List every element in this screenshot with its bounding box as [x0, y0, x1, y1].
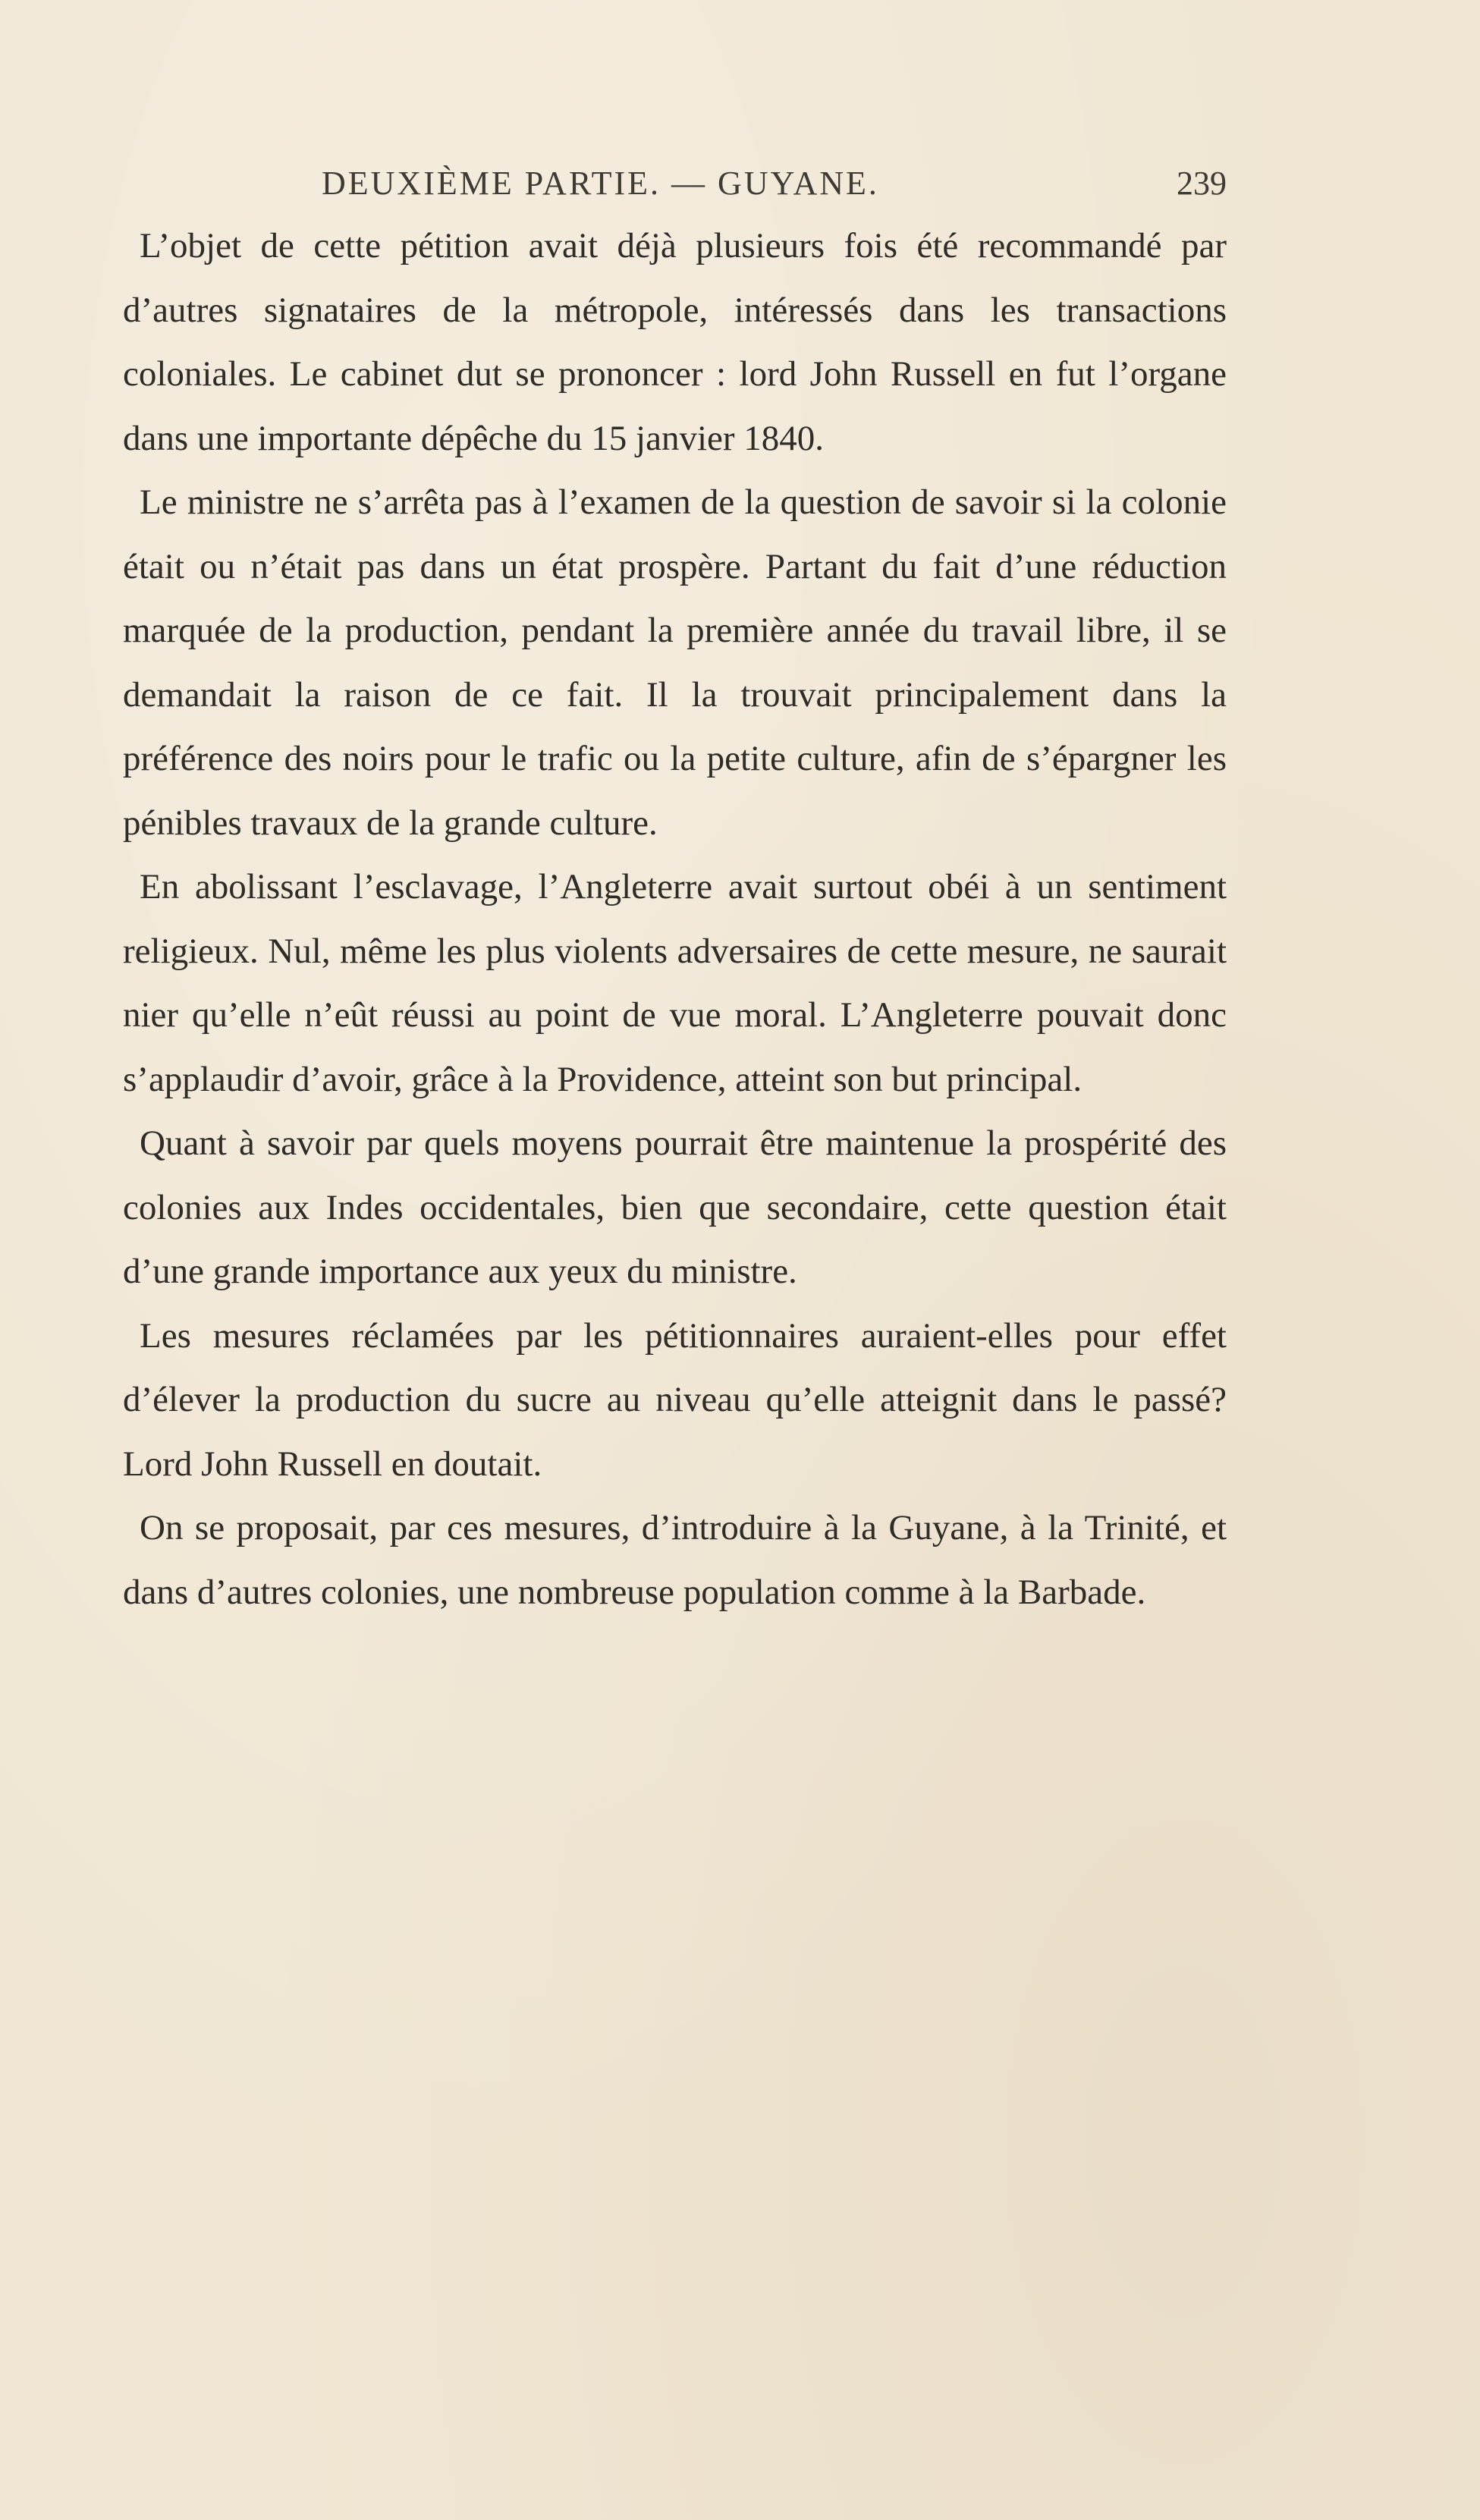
- paragraph-4: Quant à savoir par quels moyens pourrait être maintenue la prospérité des colonies aux Indes occidentales, bien que secondaire, cette question était d’une grande importance aux yeux du ministre.: [123, 1123, 1227, 1291]
- page-number: 239: [1177, 165, 1227, 202]
- running-head: DEUXIÈME PARTIE. — GUYANE.: [322, 165, 879, 202]
- paragraph-1: L’objet de cette pétition avait déjà plusieurs fois été recommandé par d’autres signataires de la métropole, intéressés dans les transactions coloniales. Le cabinet dut se prononcer : lord John Russell en fut l’organe dans une importante dépêche du 15 janvier 1840.: [123, 226, 1227, 458]
- paragraph-3: En abolissant l’esclavage, l’Angleterre avait surtout obéi à un sentiment religieux. Nul, même les plus violents adversaires de cette mesure, ne saurait nier qu’elle n’eût réussi au point de vue moral. L’Angleterre pouvait donc s’applaudir d’avoir, grâce à la Providence, atteint son but principal.: [123, 867, 1227, 1099]
- body-text: [123, 214, 1227, 1624]
- page-header: [123, 161, 1227, 206]
- paragraph-2: Le ministre ne s’arrêta pas à l’examen de la question de savoir si la colonie était ou n’était pas dans un état prospère. Partant du fait d’une réduction marquée de la production, pendant la première année du travail libre, il se demandait la raison de ce fait. Il la trouvait principalement dans la préférence des noirs pour le trafic ou la petite culture, afin de s’épargner les pénibles travaux de la grande culture.: [123, 482, 1227, 843]
- paragraph-6: On se proposait, par ces mesures, d’introduire à la Guyane, à la Trinité, et dans d’autres colonies, une nombreuse population comme à la Barbade.: [123, 1508, 1227, 1612]
- paragraph-5: Les mesures réclamées par les pétitionnaires auraient-elles pour effet d’élever la production du sucre au niveau qu’elle atteignit dans le passé? Lord John Russell en doutait.: [123, 1315, 1227, 1484]
